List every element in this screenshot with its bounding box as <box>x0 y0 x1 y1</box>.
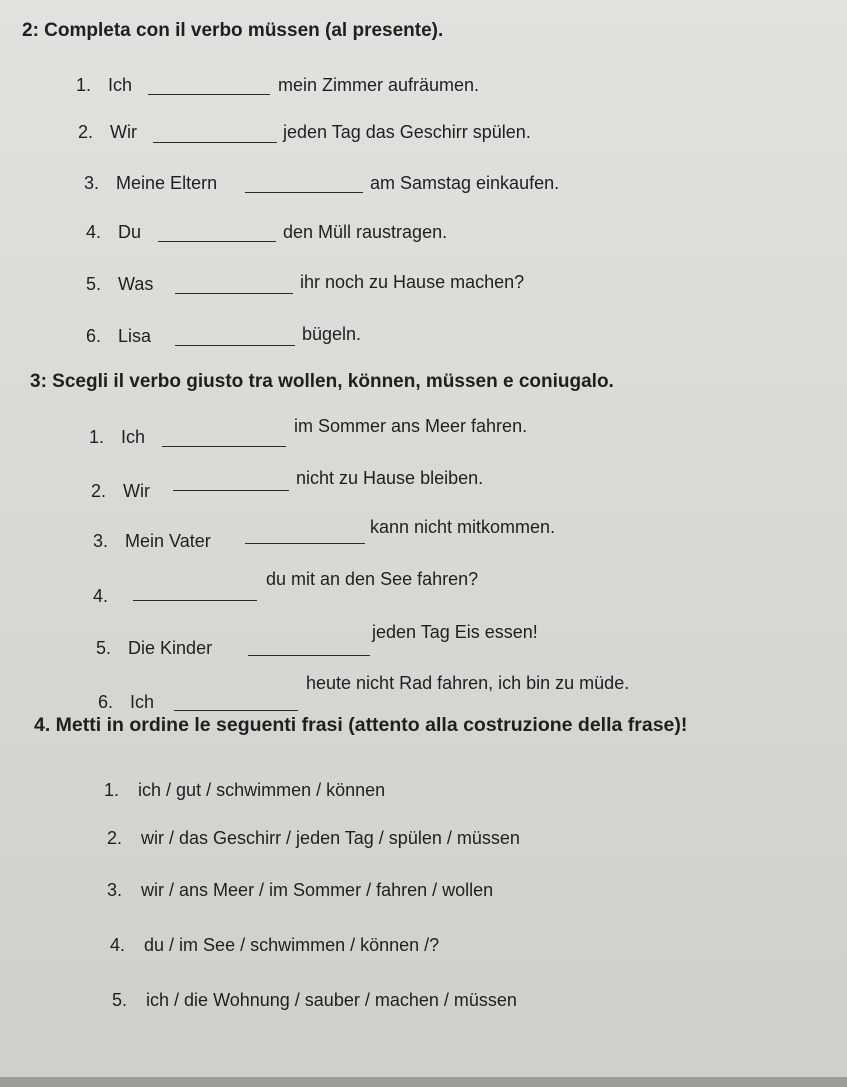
answer-blank[interactable] <box>245 192 363 193</box>
ex2-item-2 <box>78 122 137 143</box>
item-rest: heute nicht Rad fahren, ich bin zu müde. <box>306 673 630 693</box>
item-number: 5. <box>86 274 102 294</box>
ex4-item-1 <box>104 780 385 801</box>
ex4-item-4 <box>110 935 439 956</box>
item-rest: jeden Tag das Geschirr spülen. <box>283 122 531 142</box>
item-rest: im Sommer ans Meer fahren. <box>294 416 528 436</box>
ex4-item-5 <box>112 990 517 1011</box>
ex3-item-3 <box>93 531 211 552</box>
item-number: 1. <box>89 427 105 447</box>
answer-blank[interactable] <box>175 293 293 294</box>
ex2-item-1 <box>76 75 132 96</box>
answer-blank[interactable] <box>162 446 286 447</box>
item-rest: nicht zu Hause bleiben. <box>296 468 484 488</box>
item-rest: jeden Tag Eis essen! <box>372 622 538 642</box>
item-number: 3. <box>84 173 100 193</box>
ex2-item-5 <box>86 274 153 295</box>
ex4-item-2 <box>107 828 520 849</box>
item-text: wir / das Geschirr / jeden Tag / spülen / müssen <box>141 828 520 848</box>
item-subject: Ich <box>121 427 146 447</box>
ex2-item-4 <box>86 222 141 243</box>
answer-blank[interactable] <box>148 94 270 95</box>
exercise-2-heading: 2: Completa con il verbo müssen (al presente). <box>22 20 444 41</box>
item-number: 1. <box>76 75 92 95</box>
item-rest: du mit an den See fahren? <box>266 569 479 589</box>
item-rest: am Samstag einkaufen. <box>370 173 560 193</box>
item-subject: Die Kinder <box>128 638 213 658</box>
item-subject: Wir <box>123 481 151 501</box>
answer-blank[interactable] <box>173 490 289 491</box>
item-text: wir / ans Meer / im Sommer / fahren / wollen <box>141 880 494 900</box>
answer-blank[interactable] <box>133 600 257 601</box>
item-text: ich / die Wohnung / sauber / machen / müssen <box>146 990 517 1010</box>
answer-blank[interactable] <box>174 710 298 711</box>
item-rest: bügeln. <box>302 324 362 344</box>
item-subject: Meine Eltern <box>116 173 218 193</box>
answer-blank[interactable] <box>245 543 365 544</box>
item-subject: Lisa <box>118 326 152 346</box>
item-number: 3. <box>93 531 109 551</box>
ex2-item-3 <box>84 173 217 194</box>
answer-blank[interactable] <box>248 655 370 656</box>
item-subject: Du <box>118 222 142 242</box>
item-number: 2. <box>91 481 107 501</box>
item-number: 5. <box>96 638 112 658</box>
item-number: 6. <box>86 326 102 346</box>
item-subject: Ich <box>130 692 155 712</box>
item-rest: den Müll raustragen. <box>283 222 448 242</box>
item-rest: ihr noch zu Hause machen? <box>300 272 525 292</box>
exercise-3-heading: 3: Scegli il verbo giusto tra wollen, können, müssen e coniugalo. <box>30 371 614 392</box>
answer-blank[interactable] <box>153 142 277 143</box>
item-number: 2. <box>107 828 123 848</box>
item-number: 4. <box>86 222 102 242</box>
answer-blank[interactable] <box>175 345 295 346</box>
ex2-item-6 <box>86 326 151 347</box>
item-number: 4. <box>110 935 126 955</box>
item-number: 2. <box>78 122 94 142</box>
item-rest: kann nicht mitkommen. <box>370 517 556 537</box>
ex3-item-2 <box>91 481 150 502</box>
ex4-item-3 <box>107 880 493 901</box>
item-subject: Mein Vater <box>125 531 211 551</box>
ex3-item-6 <box>98 692 154 713</box>
item-subject: Wir <box>110 122 138 142</box>
item-text: ich / gut / schwimmen / können <box>138 780 386 800</box>
item-rest: mein Zimmer aufräumen. <box>278 75 480 95</box>
item-number: 1. <box>104 780 120 800</box>
item-subject: Ich <box>108 75 133 95</box>
answer-blank[interactable] <box>158 241 276 242</box>
ex3-item-4 <box>93 586 108 607</box>
item-text: du / im See / schwimmen / können /? <box>144 935 440 955</box>
paper-bottom-edge <box>0 1077 847 1087</box>
ex3-item-1 <box>89 427 145 448</box>
item-number: 5. <box>112 990 128 1010</box>
item-subject: Was <box>118 274 154 294</box>
exercise-4-heading: 4. Metti in ordine le seguenti frasi (attento alla costruzione della frase)! <box>34 714 688 736</box>
ex3-item-5 <box>96 638 212 659</box>
item-number: 6. <box>98 692 114 712</box>
item-number: 3. <box>107 880 123 900</box>
item-number: 4. <box>93 586 109 606</box>
